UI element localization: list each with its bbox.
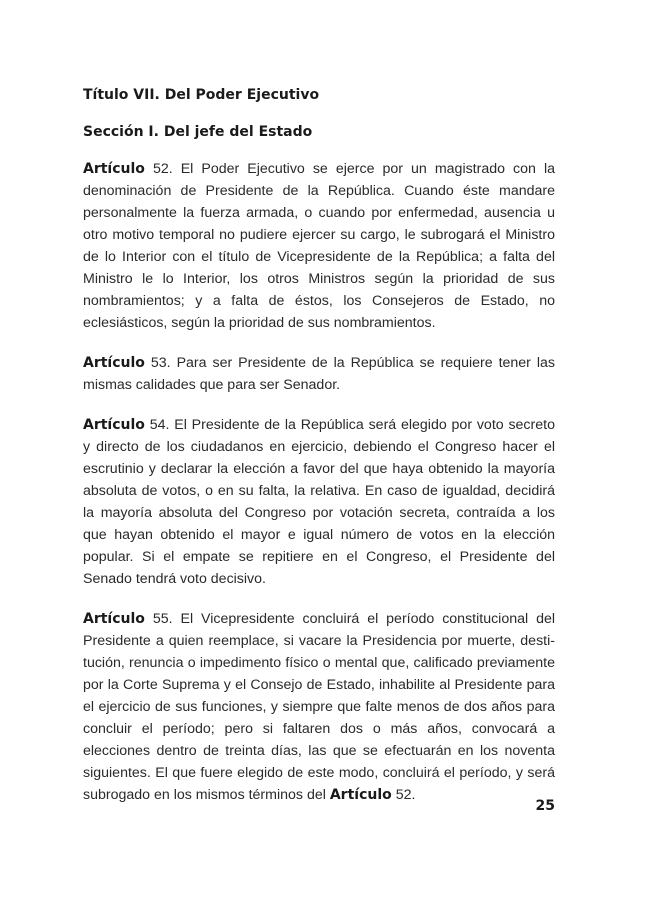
article-text: El Vicepresidente concluirá el período constitucional del Presidente a quien reemplace, si vacare la Presidencia por muerte, destitución, renuncia o impedimento físico o mental que, calificado previamente por la Corte Suprema y el Consejo de Estado, inhabilite al Presidente para el ejercicio de sus funciones, y siempre que falte menos de dos años para concluir el período; pero si faltaren dos o más años, convocará a elecciones dentro de treinta días, las que se efectuarán en los noventa siguientes. El que fuere elegido de este modo, concluirá el período, y será subrogado en los mismos términos del: [83, 611, 555, 803]
document-body: [83, 84, 555, 824]
article-number: 54.: [149, 417, 170, 433]
section-heading: Sección I. Del jefe del Estado: [83, 124, 313, 140]
article-text: El Poder Ejecutivo se ejerce por un magistrado con la denominación de Presidente de la República. Cuando éste mandare personalmente la fuerza armada, o cuando por enfermedad, ausencia u otro motivo temporal no pudiere ejercer su cargo, le subrogará el Ministro de lo Interior con el título de Vicepresidente de la República; a falta del Ministro le lo Interior, los otros Ministros según la prioridad de sus nombramientos; y a falta de éstos, los Consejeros de Estado, no eclesiásticos, según la prioridad de sus nombramientos.: [83, 161, 555, 331]
article-55: [83, 608, 555, 806]
article-label: Artículo: [83, 161, 145, 177]
article-text: Para ser Presidente de la República se requiere tener las mismas calidades que para ser Senador.: [83, 355, 555, 393]
page-number: 25: [535, 798, 555, 814]
article-54: [83, 414, 555, 590]
article-number: 53.: [150, 355, 171, 371]
article-label: Artículo: [83, 417, 145, 433]
article-reference-label: Artículo: [329, 787, 392, 803]
article-text: El Presidente de la República será elegido por voto secreto y directo de los ciudadanos en ejercicio, debiendo el Congreso hacer el escrutinio y declarar la elección a favor del que haya obtenido la mayoría absoluta de votos, o en su falta, la relativa. En caso de igualdad, decidirá la mayoría absoluta del Congreso por votación secreta, contraída a los que hayan obtenido el mayor e igual número de votos en la elección popular. Si el empate se repitiere en el Congreso, el Presidente del Senado tendrá voto decisivo.: [83, 417, 555, 587]
article-label: Artículo: [83, 355, 145, 371]
article-label: Artículo: [83, 611, 145, 627]
article-number: 55.: [152, 611, 173, 627]
article-52: [83, 158, 555, 334]
article-number: 52.: [152, 161, 173, 177]
article-reference-number: 52.: [395, 787, 416, 803]
page-title: Título VII. Del Poder Ejecutivo: [83, 87, 320, 103]
article-53: [83, 352, 555, 396]
